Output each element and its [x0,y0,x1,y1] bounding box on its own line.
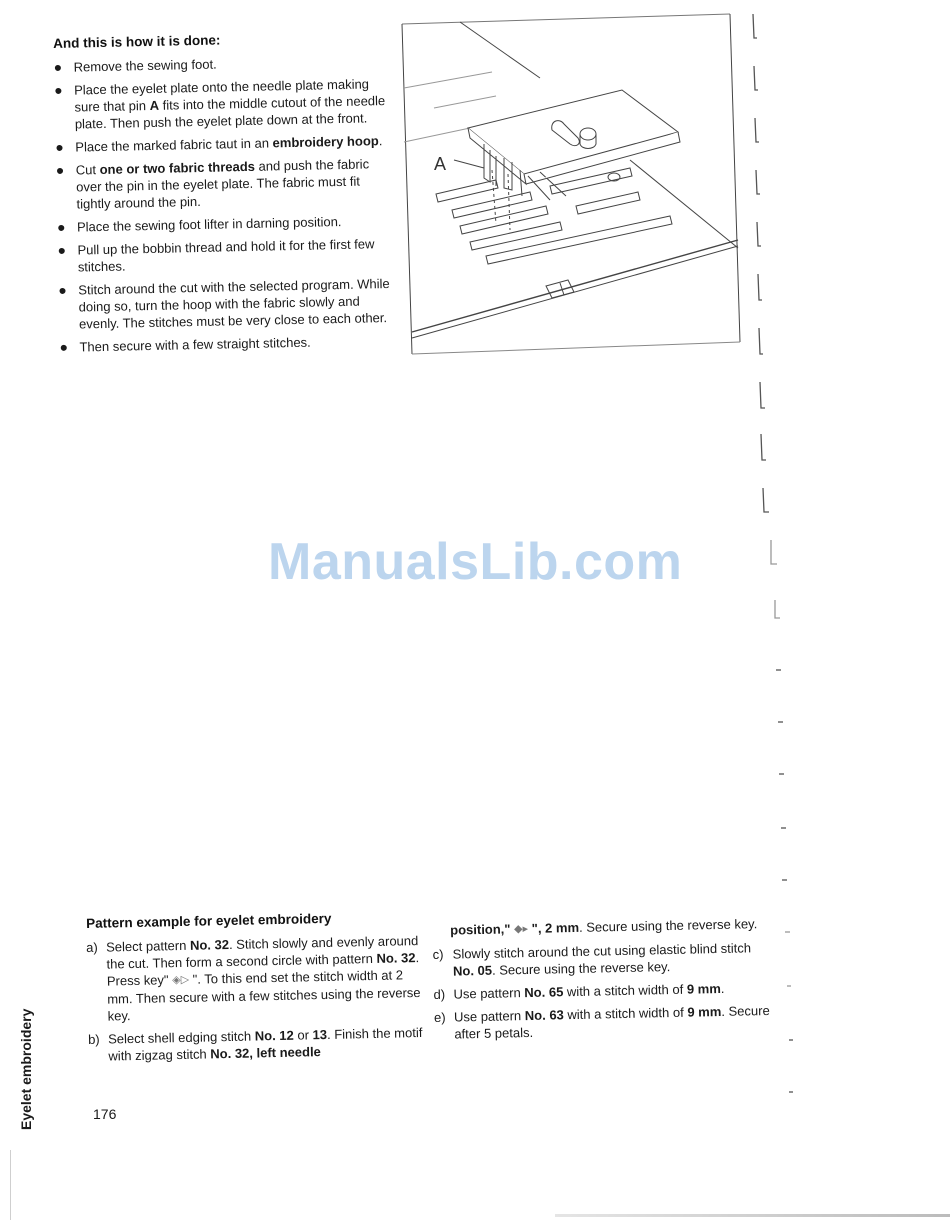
instruction-step [58,275,394,333]
body-text: Use pattern [453,1008,525,1025]
bold-text: embroidery hoop [272,133,379,151]
bold-text: No. 32 [376,950,416,966]
instruction-step [56,155,392,213]
instruction-step [54,75,390,133]
bold-text: 9 mm [687,1004,722,1020]
bullet-icon: ● [59,338,69,355]
body-text: Select pattern [106,937,191,955]
body-text: Remove the sewing foot. [73,56,217,75]
body-text: Select shell edging stitch [107,1028,255,1047]
body-text: Place the sewing foot lifter in darning position. [76,214,342,235]
reverse-key-icon: ◈▷ [172,973,190,987]
bullet-icon: ● [53,81,63,98]
body-text: . Press key" [106,950,420,989]
bullet-icon: ● [58,281,67,298]
body-text: with a stitch width of [563,981,688,1000]
pattern-left-column [86,932,427,1071]
pattern-continuation [432,915,772,940]
body-text: . Secure using the reverse key. [578,916,758,935]
body-text: or [293,1027,313,1043]
pattern-right-column [432,915,775,1049]
body-text: Pull up the bobbin thread and hold it for the first few stitches. [77,236,375,275]
bullet-icon: ● [56,218,66,235]
item-marker: b) [87,1031,100,1048]
item-marker: e) [433,1009,446,1026]
body-text: . Stitch slowly and evenly around the cut. Then form a second circle with pattern [106,933,419,972]
bullet-icon: ● [55,161,65,178]
body-text: Then secure with a few straight stitches. [79,334,311,355]
body-text: Stitch around the cut with the selected program. While doing so, turn the hoop with the fabric slowly and evenly. The stitches must be very close to each other. [78,276,390,332]
page-number: 176 [93,1106,117,1122]
section-label: Eyelet embroidery [18,1008,34,1130]
body-text: . Finish the motif with zigzag stitch [108,1025,423,1064]
body-text: Cut [75,162,100,178]
bold-text: 9 mm [686,981,721,997]
pin-a-label: A [434,154,447,174]
pattern-item [86,932,426,1025]
page-edge-rule [10,1150,11,1220]
bold-text: one or two fabric threads [99,158,256,178]
pattern-heading: Pattern example for eyelet embroidery [86,910,332,931]
instructions-block [53,29,395,362]
eyelet-plate-illustration [400,10,745,360]
body-text: Place the marked fabric taut in an [75,135,273,155]
needle-position-icon: ◆▸ [513,923,529,936]
bold-text: No. 32, left needle [210,1044,321,1062]
body-text: . Secure using the reverse key. [491,959,671,978]
body-text: with a stitch width of [563,1004,688,1023]
body-text: Slowly stitch around the cut using elastic blind stitch [452,940,752,962]
bullet-icon: ● [55,138,64,155]
instructions-list [53,52,394,356]
pattern-item [433,979,773,1003]
bullet-icon: ● [57,241,67,258]
bold-text: position," [450,921,515,938]
bold-text: No. 32 [189,937,230,953]
instruction-step [59,332,394,356]
instruction-step [57,235,393,276]
pattern-item [434,1002,775,1043]
body-text: and push the fabric over the pin in the eyelet plate. The fabric must fit tightly around the pin. [76,156,370,212]
page-edge-shadow [555,1214,950,1217]
body-text: Place the eyelet plate onto the needle plate making sure that pin [73,76,370,115]
instruction-step [55,132,390,156]
body-text: . [720,980,725,997]
item-marker: d) [433,986,446,1003]
body-text: fits into the middle cutout of the needle plate. Then push the eyelet plate down at the front. [74,93,386,132]
pattern-item [88,1024,427,1065]
bold-text: A [149,97,160,113]
body-text: ". To this end set the stitch width at 2 mm. Then secure with a few stitches using the reverse key. [107,967,421,1024]
bold-text: No. 63 [524,1007,564,1024]
bold-text: 13 [312,1027,328,1043]
pattern-item [433,939,774,980]
bold-text: No. 05 [452,962,493,979]
bullet-icon: ● [53,58,63,75]
instruction-step [53,52,388,76]
instruction-step [57,212,392,236]
body-text: . [378,133,383,149]
watermark: ManualsLib.com [268,533,683,591]
bold-text: No. 65 [524,984,564,1001]
body-text: Use pattern [453,985,525,1002]
item-marker: c) [432,946,444,963]
bold-text: No. 12 [254,1027,294,1044]
item-marker: a) [86,939,98,955]
instructions-heading: And this is how it is done: [53,32,221,51]
body-text: . Secure after 5 petals. [454,1003,770,1042]
bold-text: ", 2 mm [527,919,580,936]
